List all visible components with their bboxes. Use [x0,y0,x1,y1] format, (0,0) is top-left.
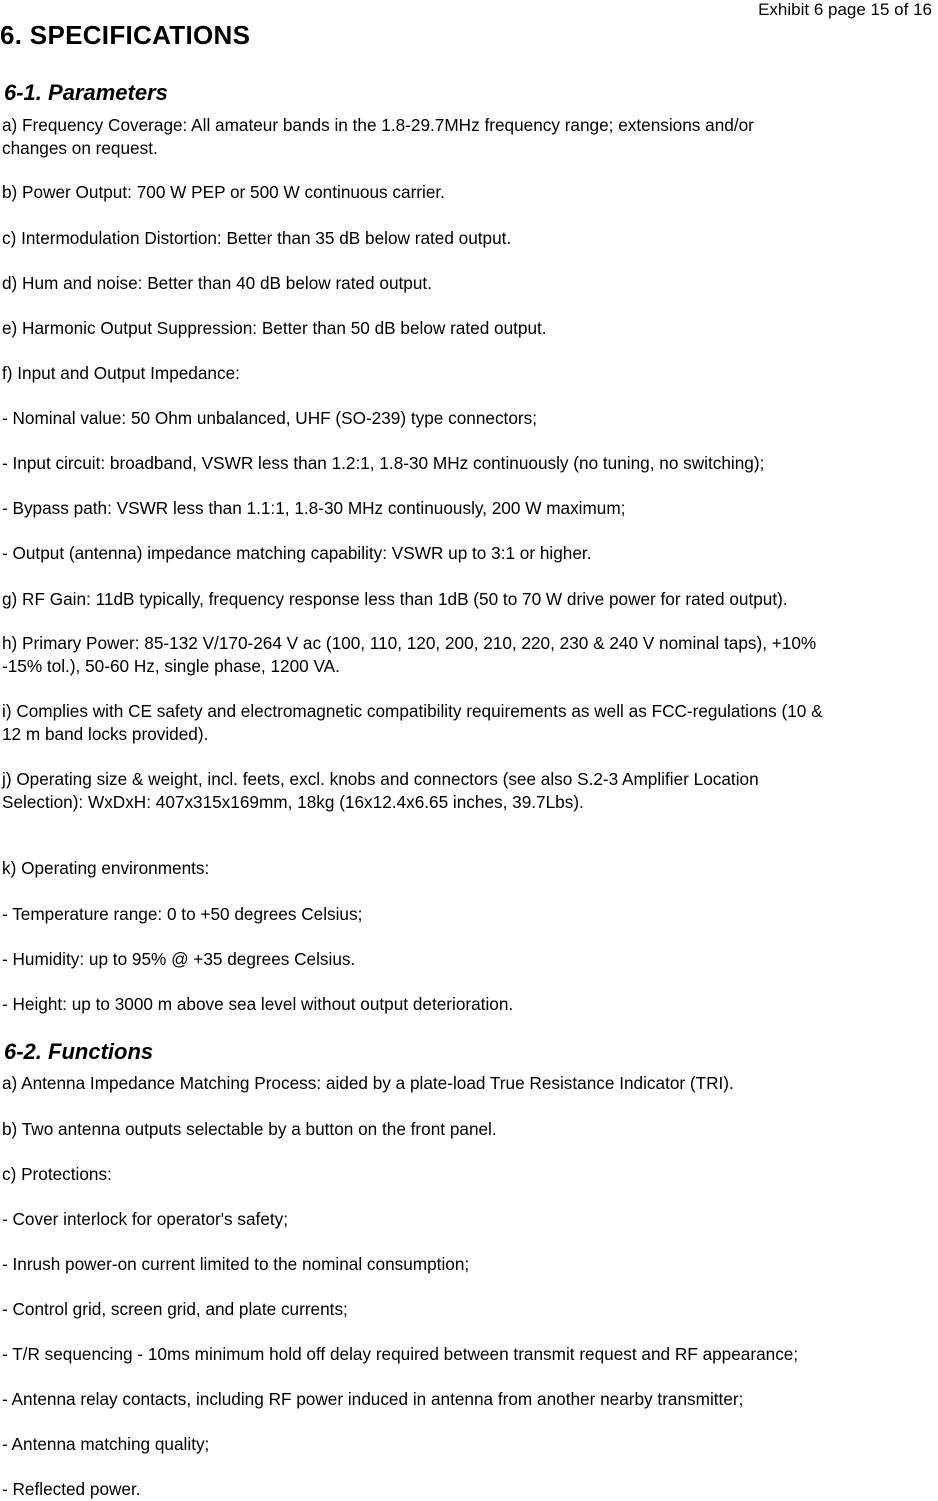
size-weight-line1: j) Operating size & weight, incl. feets, excl. knobs and connectors (see also S.2-3 Amplifier Location [2,769,759,789]
operating-environments: k) Operating environments: [2,858,210,878]
humidity: - Humidity: up to 95% @ +35 degrees Celsius. [2,949,356,969]
nominal-value: - Nominal value: 50 Ohm unbalanced, UHF (SO-239) type connectors; [2,408,537,428]
inrush-current: - Inrush power-on current limited to the nominal consumption; [2,1254,470,1274]
height: - Height: up to 3000 m above sea level without output deterioration. [2,994,514,1014]
page-title: 6. SPECIFICATIONS [0,20,251,50]
primary-power-line2: -15% tol.), 50-60 Hz, single phase, 1200 VA. [2,656,340,676]
input-circuit: - Input circuit: broadband, VSWR less than 1.2:1, 1.8-30 MHz continuously (no tuning, no switching); [2,453,765,473]
intermodulation-distortion: c) Intermodulation Distortion: Better than 35 dB below rated output. [2,228,512,248]
rf-gain: g) RF Gain: 11dB typically, frequency response less than 1dB (50 to 70 W drive power for rated output). [2,589,788,609]
output-matching: - Output (antenna) impedance matching capability: VSWR up to 3:1 or higher. [2,543,592,563]
functions-heading: 6-2. Functions [4,1039,154,1064]
complies-line2: 12 m band locks provided). [2,724,209,744]
protections-heading: c) Protections: [2,1164,112,1184]
harmonic-suppression: e) Harmonic Output Suppression: Better than 50 dB below rated output. [2,318,547,338]
complies-line1: i) Complies with CE safety and electromagnetic compatibility requirements as well as FCC-regulations (10 & [2,701,823,721]
parameters-heading: 6-1. Parameters [4,80,168,105]
grid-currents: - Control grid, screen grid, and plate currents; [2,1299,348,1319]
power-output: b) Power Output: 700 W PEP or 500 W continuous carrier. [2,182,445,202]
primary-power-line1: h) Primary Power: 85-132 V/170-264 V ac (100, 110, 120, 200, 210, 220, 230 & 240 V nominal taps), +10% [2,633,817,653]
size-weight-line2: Selection): WxDxH: 407x315x169mm, 18kg (16x12.4x6.65 inches, 39.7Lbs). [2,792,584,812]
temperature-range: - Temperature range: 0 to +50 degrees Celsius; [2,904,363,924]
impedance-heading: f) Input and Output Impedance: [2,363,240,383]
antenna-outputs: b) Two antenna outputs selectable by a button on the front panel. [2,1119,497,1139]
frequency-coverage-line2: changes on request. [2,138,158,158]
matching-quality: - Antenna matching quality; [2,1434,210,1454]
hum-and-noise: d) Hum and noise: Better than 40 dB below rated output. [2,273,432,293]
bypass-path: - Bypass path: VSWR less than 1.1:1, 1.8-30 MHz continuously, 200 W maximum; [2,498,626,518]
reflected-power: - Reflected power. [2,1479,141,1499]
frequency-coverage-line1: a) Frequency Coverage: All amateur bands in the 1.8-29.7MHz frequency range; extensions and/or [2,115,754,135]
matching-process: a) Antenna Impedance Matching Process: aided by a plate-load True Resistance Indicator (TRI). [2,1073,734,1093]
exhibit-page-label: Exhibit 6 page 15 of 16 [758,0,932,19]
cover-interlock: - Cover interlock for operator's safety; [2,1209,289,1229]
tr-sequencing: - T/R sequencing - 10ms minimum hold off delay required between transmit request and RF appearance; [2,1344,799,1364]
antenna-relay: - Antenna relay contacts, including RF power induced in antenna from another nearby transmitter; [2,1389,744,1409]
